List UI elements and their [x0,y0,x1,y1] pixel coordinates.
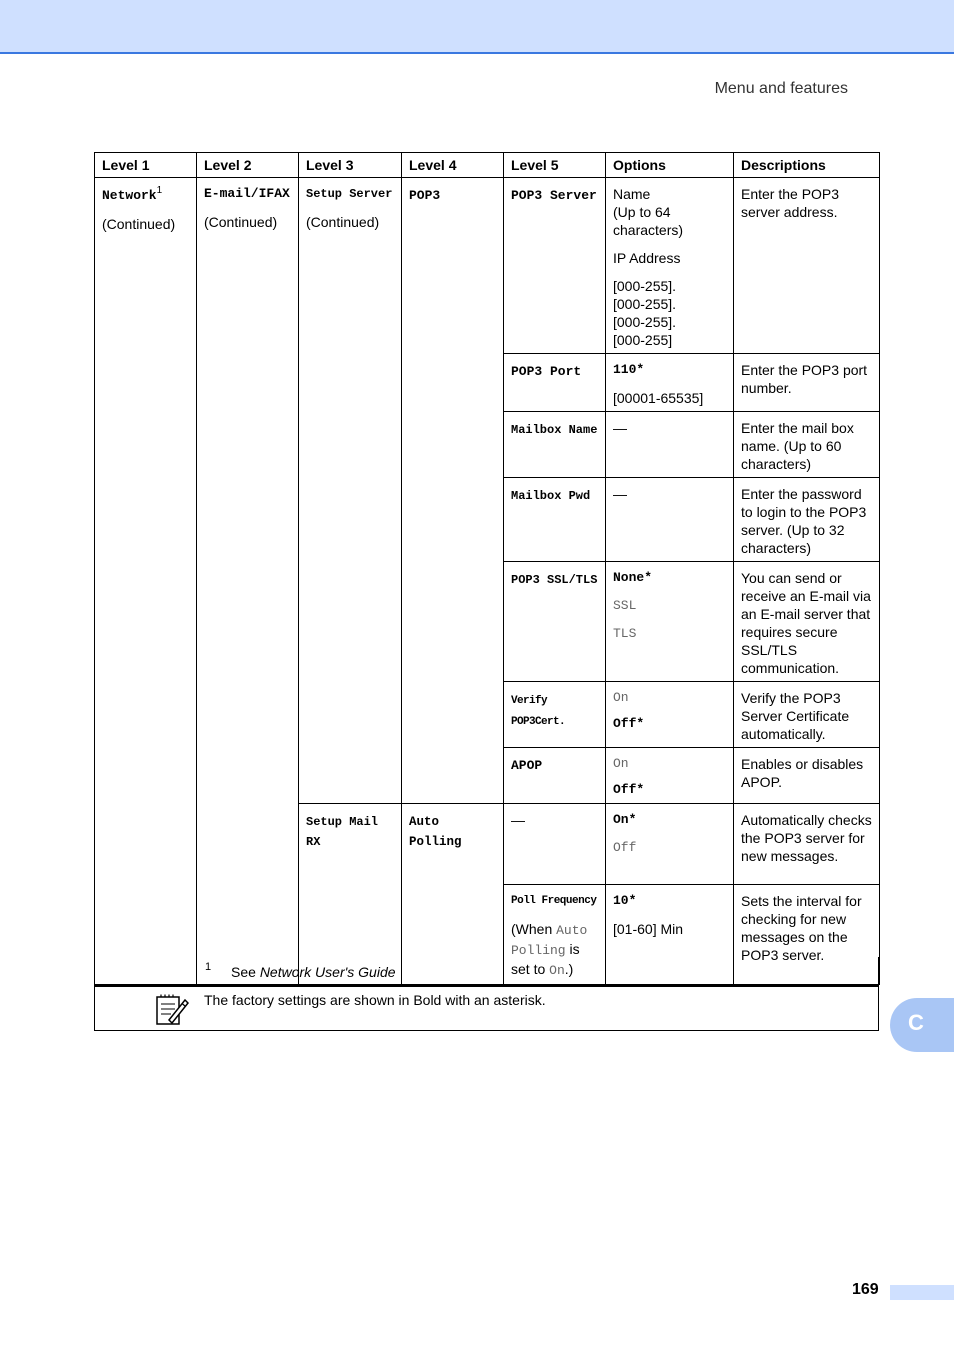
option-text: [01-60] Min [613,921,684,937]
option-default: On* [613,812,637,827]
level2-continued: (Continued) [204,214,278,230]
level5-cell: — [504,804,606,885]
level5-cell [504,412,606,478]
level5-name: POP3 Port [511,364,582,379]
level5-cell [504,478,606,562]
footnote-text [231,964,396,980]
level3-name: Setup Server [306,187,393,201]
table-row [95,178,880,354]
level5-name: Poll Frequency [511,895,597,907]
level1-name: Network [102,188,157,203]
level3-cell [299,178,402,804]
level5-cell [504,354,606,412]
condition-code: Auto Polling [511,923,588,958]
level5-name: POP3 Server [511,188,597,203]
description-cell: Enter the POP3 server address. [734,178,880,354]
option-text: [000-255] [613,332,673,348]
options-cell [606,178,734,354]
level5-name: APOP [511,758,543,773]
options-cell: — [606,412,734,478]
column-header: Options [606,153,734,178]
level5-cell [504,748,606,804]
footnote-prefix: See [231,964,260,980]
level5-cell [504,562,606,682]
level5-name: Verify POP3Cert. [511,695,566,728]
option-default: None* [613,570,653,585]
option-text: [00001-65535] [613,390,704,406]
option-text: On [613,756,629,771]
level4-cell [402,178,504,804]
condition-code: On [549,963,565,978]
note-pencil-icon [155,994,189,1026]
option-text: (Up to 64 characters) [613,204,684,238]
footnote-ref: 1 [156,185,163,196]
chapter-tab-label: C [908,1010,924,1035]
column-header: Level 5 [504,153,606,178]
footnote [94,957,879,986]
option-text: [000-255]. [613,314,677,330]
level2-cell [197,178,299,985]
note-text: The factory settings are shown in Bold with an asterisk. [204,992,546,1008]
level5-name: Mailbox Name [511,423,598,437]
footnote-mark: 1 [205,961,212,973]
option-text: TLS [613,626,637,641]
header-band [0,0,954,54]
description-cell: Sets the interval for checking for new messages on the POP3 server. [734,885,880,985]
footnote-guide-title: Network User's Guide [259,964,396,980]
level2-name: E-mail/IFAX [204,186,290,201]
option-default: 110* [613,362,645,377]
condition-text: is set to [511,941,580,977]
option-text: SSL [613,598,637,613]
level5-name: POP3 SSL/TLS [511,573,598,587]
level5-cell [504,178,606,354]
condition-text: .) [564,961,574,977]
option-text: On [613,690,629,705]
option-text: IP Address [613,250,681,266]
description-cell: Enter the password to login to the POP3 server. (Up to 32 characters) [734,478,880,562]
level1-cell [95,178,197,985]
description-cell: Automatically checks the POP3 server for new messages. [734,804,880,885]
options-cell: — [606,478,734,562]
column-header: Level 4 [402,153,504,178]
description-cell: You can send or receive an E-mail via an E-mail server that requires secure SSL/TLS communication. [734,562,880,682]
description-cell: Enter the POP3 port number. [734,354,880,412]
level5-cell [504,682,606,748]
description-cell: Enables or disables APOP. [734,748,880,804]
note-box [94,986,879,1031]
menu-table [94,152,880,985]
level3-name: Setup Mail RX [306,815,379,849]
option-default: Off* [613,782,645,797]
page-header-title: Menu and features [714,80,848,97]
description-cell: Verify the POP3 Server Certificate automatically. [734,682,880,748]
level4-name: Auto Polling [409,815,462,849]
options-cell [606,748,734,804]
description-cell: Enter the mail box name. (Up to 60 characters) [734,412,880,478]
column-header: Level 1 [95,153,197,178]
level1-continued: (Continued) [102,216,176,232]
level4-name: POP3 [409,188,441,203]
option-text: [000-255]. [613,278,677,294]
condition-text: (When [511,921,557,937]
option-default: Off* [613,716,645,731]
options-cell [606,804,734,885]
column-header: Descriptions [734,153,880,178]
table-header-row [95,153,880,178]
page-number: 169 [852,1281,879,1298]
page-number-bar [890,1285,954,1300]
options-cell [606,682,734,748]
chapter-tab [890,998,954,1052]
level5-name: Mailbox Pwd [511,489,591,503]
options-cell [606,354,734,412]
option-text: Name [613,186,651,202]
level3-continued: (Continued) [306,214,380,230]
column-header: Level 2 [197,153,299,178]
option-text: Off [613,840,637,855]
option-text: [000-255]. [613,296,677,312]
option-default: 10* [613,893,637,908]
column-header: Level 3 [299,153,402,178]
options-cell [606,562,734,682]
